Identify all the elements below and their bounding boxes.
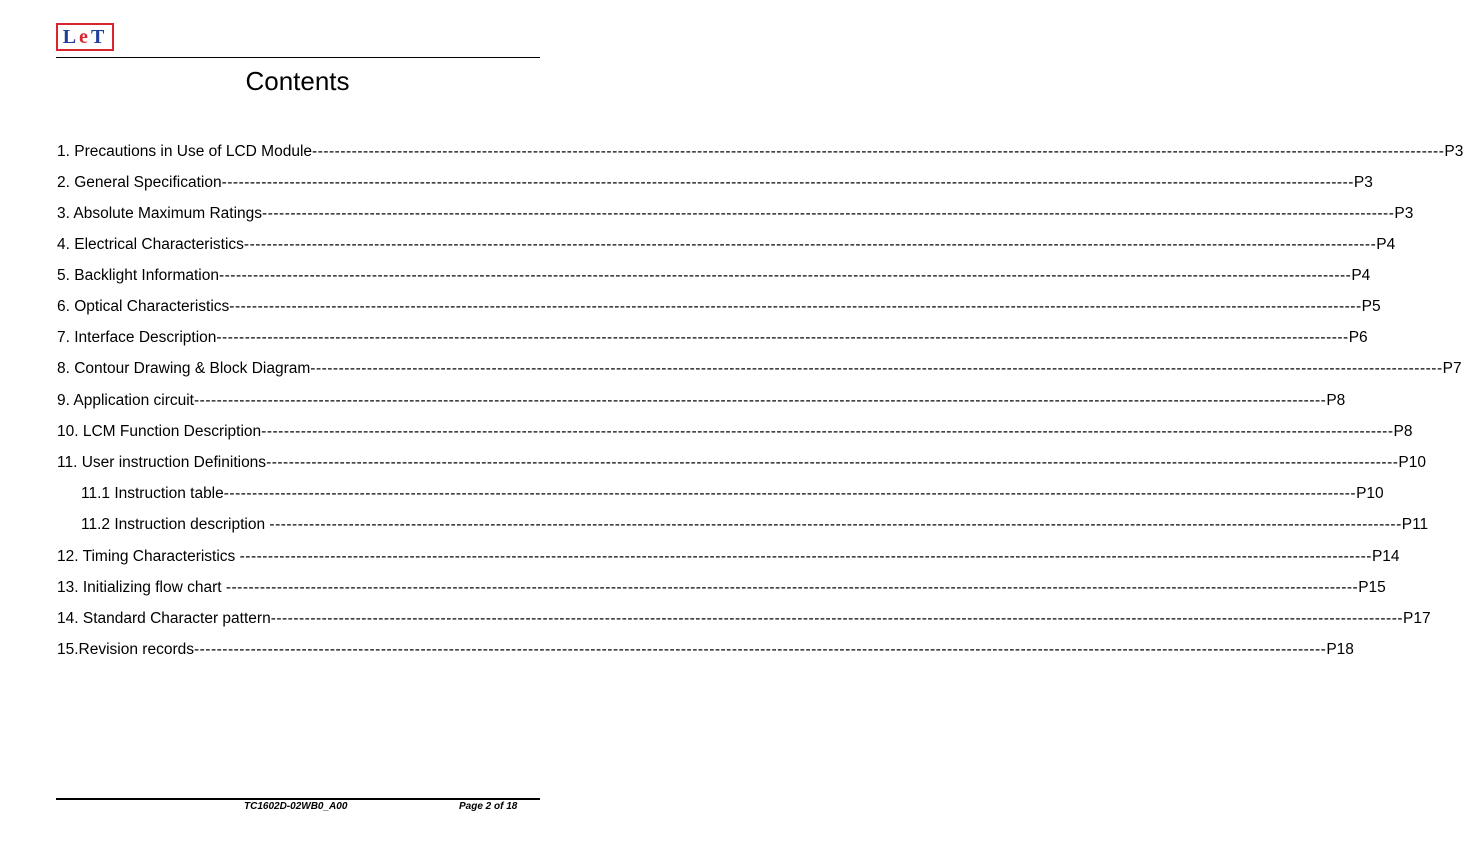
toc-entry[interactable] — [57, 453, 1426, 473]
toc-entry-label: 9. Application circuit — [57, 392, 194, 409]
toc-entry-page: P15 — [1358, 579, 1386, 596]
toc-entry-label: 4. Electrical Characteristics — [57, 236, 244, 253]
toc-entry-page: P10 — [1398, 454, 1426, 471]
toc-entry-page: P4 — [1351, 267, 1371, 284]
toc-entry[interactable] — [57, 359, 1462, 379]
dot-leader: -------------------------------------------------------------------------------------------------------------------------------------------------------------------------------------------------------- — [194, 392, 1327, 409]
toc-entry-page: P11 — [1401, 516, 1429, 533]
toc-entry-label: 14. Standard Character pattern — [57, 610, 271, 627]
document-id: TC1602D-02WB0_A00 — [244, 801, 348, 812]
dot-leader: -------------------------------------------------------------------------------------------------------------------------------------------------------------------------------------------------------- — [312, 143, 1445, 160]
toc-entry-page: P8 — [1326, 392, 1346, 409]
toc-entry-label: 2. General Specification — [57, 174, 222, 191]
toc-entry[interactable] — [57, 235, 1396, 255]
dot-leader: -------------------------------------------------------------------------------------------------------------------------------------------------------------------------------------------------------- — [266, 454, 1399, 471]
page-title: Contents — [245, 66, 350, 96]
dot-leader: -------------------------------------------------------------------------------------------------------------------------------------------------------------------------------------------------------- — [225, 579, 1359, 596]
toc-entry-page: P7 — [1442, 360, 1462, 377]
toc-entry-page: P18 — [1326, 641, 1354, 658]
toc-entry[interactable] — [57, 640, 1354, 660]
dot-leader: -------------------------------------------------------------------------------------------------------------------------------------------------------------------------------------------------------- — [216, 329, 1349, 346]
toc-entry[interactable] — [57, 391, 1346, 411]
toc-entry[interactable] — [57, 142, 1463, 162]
toc-entry-label: 15.Revision records — [57, 641, 194, 658]
toc-entry-page: P4 — [1376, 236, 1396, 253]
toc-entry[interactable] — [57, 297, 1381, 317]
logo-letter-l: L — [62, 25, 80, 48]
toc-entry[interactable] — [57, 204, 1414, 224]
toc-entry-label: 11. User instruction Definitions — [57, 454, 267, 471]
dot-leader: -------------------------------------------------------------------------------------------------------------------------------------------------------------------------------------------------------- — [229, 298, 1362, 315]
toc-entry[interactable] — [57, 422, 1413, 442]
dot-leader: -------------------------------------------------------------------------------------------------------------------------------------------------------------------------------------------------------- — [223, 485, 1357, 502]
toc-entry-label: 11.1 Instruction table — [81, 485, 224, 502]
logo-letter-t: T — [90, 25, 108, 48]
footer-divider — [56, 798, 540, 800]
toc-entry-label: 11.2 Instruction description — [81, 516, 270, 533]
toc-entry[interactable] — [57, 547, 1400, 567]
dot-leader: -------------------------------------------------------------------------------------------------------------------------------------------------------------------------------------------------------- — [243, 236, 1377, 253]
toc-entry-page: P5 — [1361, 298, 1381, 315]
toc-entry-label: 7. Interface Description — [57, 329, 217, 346]
toc-subentry[interactable] — [81, 484, 1384, 504]
toc-entry-page: P14 — [1371, 548, 1400, 565]
company-logo — [56, 23, 114, 51]
toc-entry-page: P17 — [1403, 610, 1431, 627]
dot-leader: -------------------------------------------------------------------------------------------------------------------------------------------------------------------------------------------------------- — [221, 174, 1354, 191]
toc-entry-page: P6 — [1348, 329, 1368, 346]
toc-entry-label: 8. Contour Drawing & Block Diagram — [57, 360, 311, 377]
toc-entry-page: P3 — [1444, 143, 1463, 160]
toc-entry-label: 3. Absolute Maximum Ratings — [57, 205, 263, 222]
toc-entry-label: 12. Timing Characteristics — [57, 548, 240, 565]
toc-entry-label: 13. Initializing flow chart — [57, 579, 226, 596]
dot-leader: -------------------------------------------------------------------------------------------------------------------------------------------------------------------------------------------------------- — [239, 548, 1372, 565]
dot-leader: -------------------------------------------------------------------------------------------------------------------------------------------------------------------------------------------------------- — [270, 610, 1404, 627]
toc-entry-label: 5. Backlight Information — [57, 267, 219, 284]
toc-entry[interactable] — [57, 266, 1371, 286]
toc-entry[interactable] — [57, 609, 1431, 629]
toc-entry-label: 1. Precautions in Use of LCD Module — [57, 143, 313, 160]
page-number: Page 2 of 18 — [459, 801, 518, 812]
toc-subentry[interactable] — [81, 515, 1429, 535]
header-divider — [56, 57, 540, 58]
logo-letter-e: e — [79, 25, 91, 48]
toc-entry-page: P3 — [1394, 205, 1414, 222]
toc-entry-page: P8 — [1393, 423, 1413, 440]
toc-entry[interactable] — [57, 328, 1368, 348]
toc-entry-label: 6. Optical Characteristics — [57, 298, 230, 315]
dot-leader: -------------------------------------------------------------------------------------------------------------------------------------------------------------------------------------------------------- — [262, 205, 1395, 222]
toc-entry-page: P10 — [1356, 485, 1384, 502]
dot-leader: -------------------------------------------------------------------------------------------------------------------------------------------------------------------------------------------------------- — [269, 516, 1402, 533]
dot-leader: -------------------------------------------------------------------------------------------------------------------------------------------------------------------------------------------------------- — [218, 267, 1352, 284]
dot-leader: -------------------------------------------------------------------------------------------------------------------------------------------------------------------------------------------------------- — [193, 641, 1327, 658]
toc-entry[interactable] — [57, 173, 1373, 193]
dot-leader: -------------------------------------------------------------------------------------------------------------------------------------------------------------------------------------------------------- — [310, 360, 1443, 377]
toc-entry[interactable] — [57, 578, 1386, 598]
toc-entry-label: 10. LCM Function Description — [57, 423, 262, 440]
dot-leader: -------------------------------------------------------------------------------------------------------------------------------------------------------------------------------------------------------- — [261, 423, 1394, 440]
toc-entry-page: P3 — [1353, 174, 1373, 191]
